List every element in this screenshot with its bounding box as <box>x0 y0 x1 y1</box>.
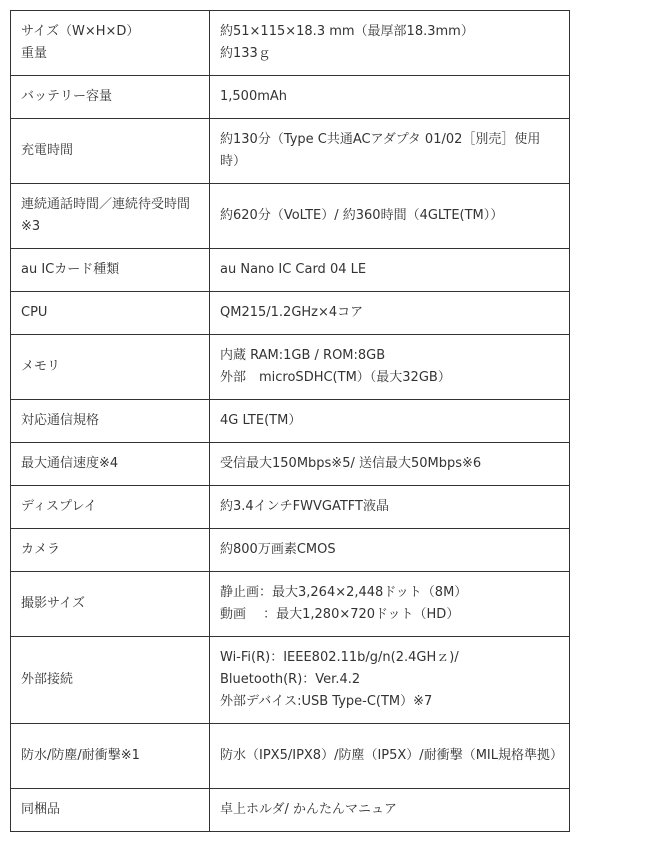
spec-label: サイズ（W×H×D） 重量 <box>11 11 210 76</box>
spec-label: 同梱品 <box>11 789 210 832</box>
spec-value: Wi-Fi(R)：IEEE802.11b/g/n(2.4GHｚ)/ Bluetooth(R)：Ver.4.2 外部デバイス:USB Type-C(TM）※7 <box>210 637 570 724</box>
spec-row-charge-time <box>11 119 570 184</box>
spec-row-external-connection <box>11 637 570 724</box>
spec-value: 卓上ホルダ/ かんたんマニュア <box>210 789 570 832</box>
spec-value: 内蔵 RAM:1GB / ROM:8GB 外部 microSDHC(TM）（最大32GB） <box>210 335 570 400</box>
spec-row-ic-card <box>11 249 570 292</box>
spec-value: 受信最大150Mbps※5/ 送信最大50Mbps※6 <box>210 443 570 486</box>
spec-value: 静止画：最大3,264×2,448ドット（8M） 動画 ：最大1,280×720ドット（HD） <box>210 572 570 637</box>
spec-row-waterproof <box>11 724 570 789</box>
spec-label: ディスプレイ <box>11 486 210 529</box>
spec-value: QM215/1.2GHz×4コア <box>210 292 570 335</box>
spec-row-battery <box>11 76 570 119</box>
spec-label: 最大通信速度※4 <box>11 443 210 486</box>
spec-label: 撮影サイズ <box>11 572 210 637</box>
spec-label: 充電時間 <box>11 119 210 184</box>
spec-label: 防水/防塵/耐衝撃※1 <box>11 724 210 789</box>
spec-value: 防水（IPX5/IPX8）/防塵（IP5X）/耐衝撃（MIL規格準拠） <box>210 724 570 789</box>
spec-label: バッテリー容量 <box>11 76 210 119</box>
spec-row-bundled <box>11 789 570 832</box>
spec-row-memory <box>11 335 570 400</box>
spec-value: 約800万画素CMOS <box>210 529 570 572</box>
spec-label: 連続通話時間／連続待受時間※3 <box>11 184 210 249</box>
spec-value: 約130分（Type C共通ACアダプタ 01/02［別売］使用時） <box>210 119 570 184</box>
spec-label: au ICカード種類 <box>11 249 210 292</box>
spec-row-network <box>11 400 570 443</box>
spec-row-size-weight <box>11 11 570 76</box>
spec-row-camera <box>11 529 570 572</box>
spec-row-capture-size <box>11 572 570 637</box>
spec-row-talk-standby <box>11 184 570 249</box>
spec-label: 外部接続 <box>11 637 210 724</box>
spec-label: カメラ <box>11 529 210 572</box>
spec-value: 約3.4インチFWVGATFT液晶 <box>210 486 570 529</box>
spec-row-max-speed <box>11 443 570 486</box>
spec-value: 1,500mAh <box>210 76 570 119</box>
spec-value: au Nano IC Card 04 LE <box>210 249 570 292</box>
spec-table <box>10 10 570 832</box>
spec-label: 対応通信規格 <box>11 400 210 443</box>
spec-value: 約51×115×18.3 mm（最厚部18.3mm） 約133ｇ <box>210 11 570 76</box>
spec-label: メモリ <box>11 335 210 400</box>
spec-value: 約620分（VoLTE）/ 約360時間（4GLTE(TM）） <box>210 184 570 249</box>
spec-row-display <box>11 486 570 529</box>
spec-label: CPU <box>11 292 210 335</box>
spec-row-cpu <box>11 292 570 335</box>
spec-value: 4G LTE(TM） <box>210 400 570 443</box>
spec-table-body <box>11 11 570 832</box>
